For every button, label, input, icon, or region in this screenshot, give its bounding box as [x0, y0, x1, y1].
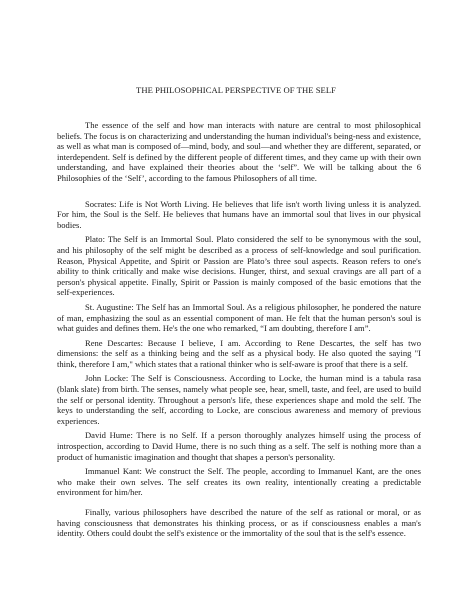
hume-paragraph: David Hume: There is no Self. If a person thoroughly analyzes himself using the process of introspection, according to David Hume, there is no such thing as a self. The self is nothing more than a product of humanistic imagination and thought that shapes a person's personality.: [57, 430, 421, 462]
socrates-paragraph: Socrates: Life is Not Worth Living. He believes that life isn't worth living unless it is analyzed. For him, the Soul is the Self. He believes that humans have an immortal soul that lives in our physical bodies.: [57, 198, 421, 230]
locke-paragraph: John Locke: The Self is Consciousness. According to Locke, the human mind is a tabula rasa (blank slate) from birth. The senses, namely what people see, hear, smell, taste, and feel, are used to build the self or personal identity. Throughout a person's life, these experiences shape and mold the self. The keys to understanding the self, according to Locke, are conscious awareness and memory of previous experiences.: [57, 373, 421, 426]
plato-paragraph: Plato: The Self is an Immortal Soul. Plato considered the self to be synonymous with the soul, and his philosophy of the self might be described as a process of self-knowledge and soul purification. Reason, Physical Appetite, and Spirit or Passion are Plato’s three soul aspects. Reason refers to one's ability to think critically and make wise decisions. Hunger, thirst, and sexual cravings are all part of a person's physical appetite. Finally, Spirit or Passion is mainly composed of the basic emotions that the self-experiences.: [57, 234, 421, 298]
descartes-paragraph: Rene Descartes: Because I believe, I am. According to Rene Descartes, the self has two dimensions: the self as a thinking being and the self as a physical body. He also quoted the saying "I think, therefore I am," which states that a rational thinker who is self-aware is proof that there is a self.: [57, 337, 421, 369]
augustine-paragraph: St. Augustine: The Self has an Immortal Soul. As a religious philosopher, he pondered the nature of man, emphasizing the soul as an essential component of man. He felt that the human person's soul is what guides and defines them. He's the one who remarked, “I am doubting, therefore I am”.: [57, 301, 421, 334]
intro-paragraph: The essence of the self and how man interacts with nature are central to most philosophical beliefs. The focus is on characterizing and understanding the human individual's being-ness and existence, as well as what man is composed of—mind, body, and soul—and whether they are different, separated, or interdependent. Self is defined by the different people of different times, and they came up with their own understanding, and have explained their theories about the ‘self”. We will be talking about the 6 Philosophies of the ‘Self’, according to the famous Philosophers of all time.: [57, 120, 421, 183]
document-title: THE PHILOSOPHICAL PERSPECTIVE OF THE SELF: [136, 85, 336, 95]
kant-paragraph: Immanuel Kant: We construct the Self. The people, according to Immanuel Kant, are the ones who make their own selves. The self creates its own reality, intentionally creating a predictable environment for him/her.: [57, 466, 421, 498]
conclusion-paragraph: Finally, various philosophers have described the nature of the self as rational or moral, or as having consciousness that demonstrates his thinking process, or as if consciousness enables a man's identity. Others could doubt the self's existence or the immortality of the soul that is the self's essence.: [57, 507, 421, 539]
